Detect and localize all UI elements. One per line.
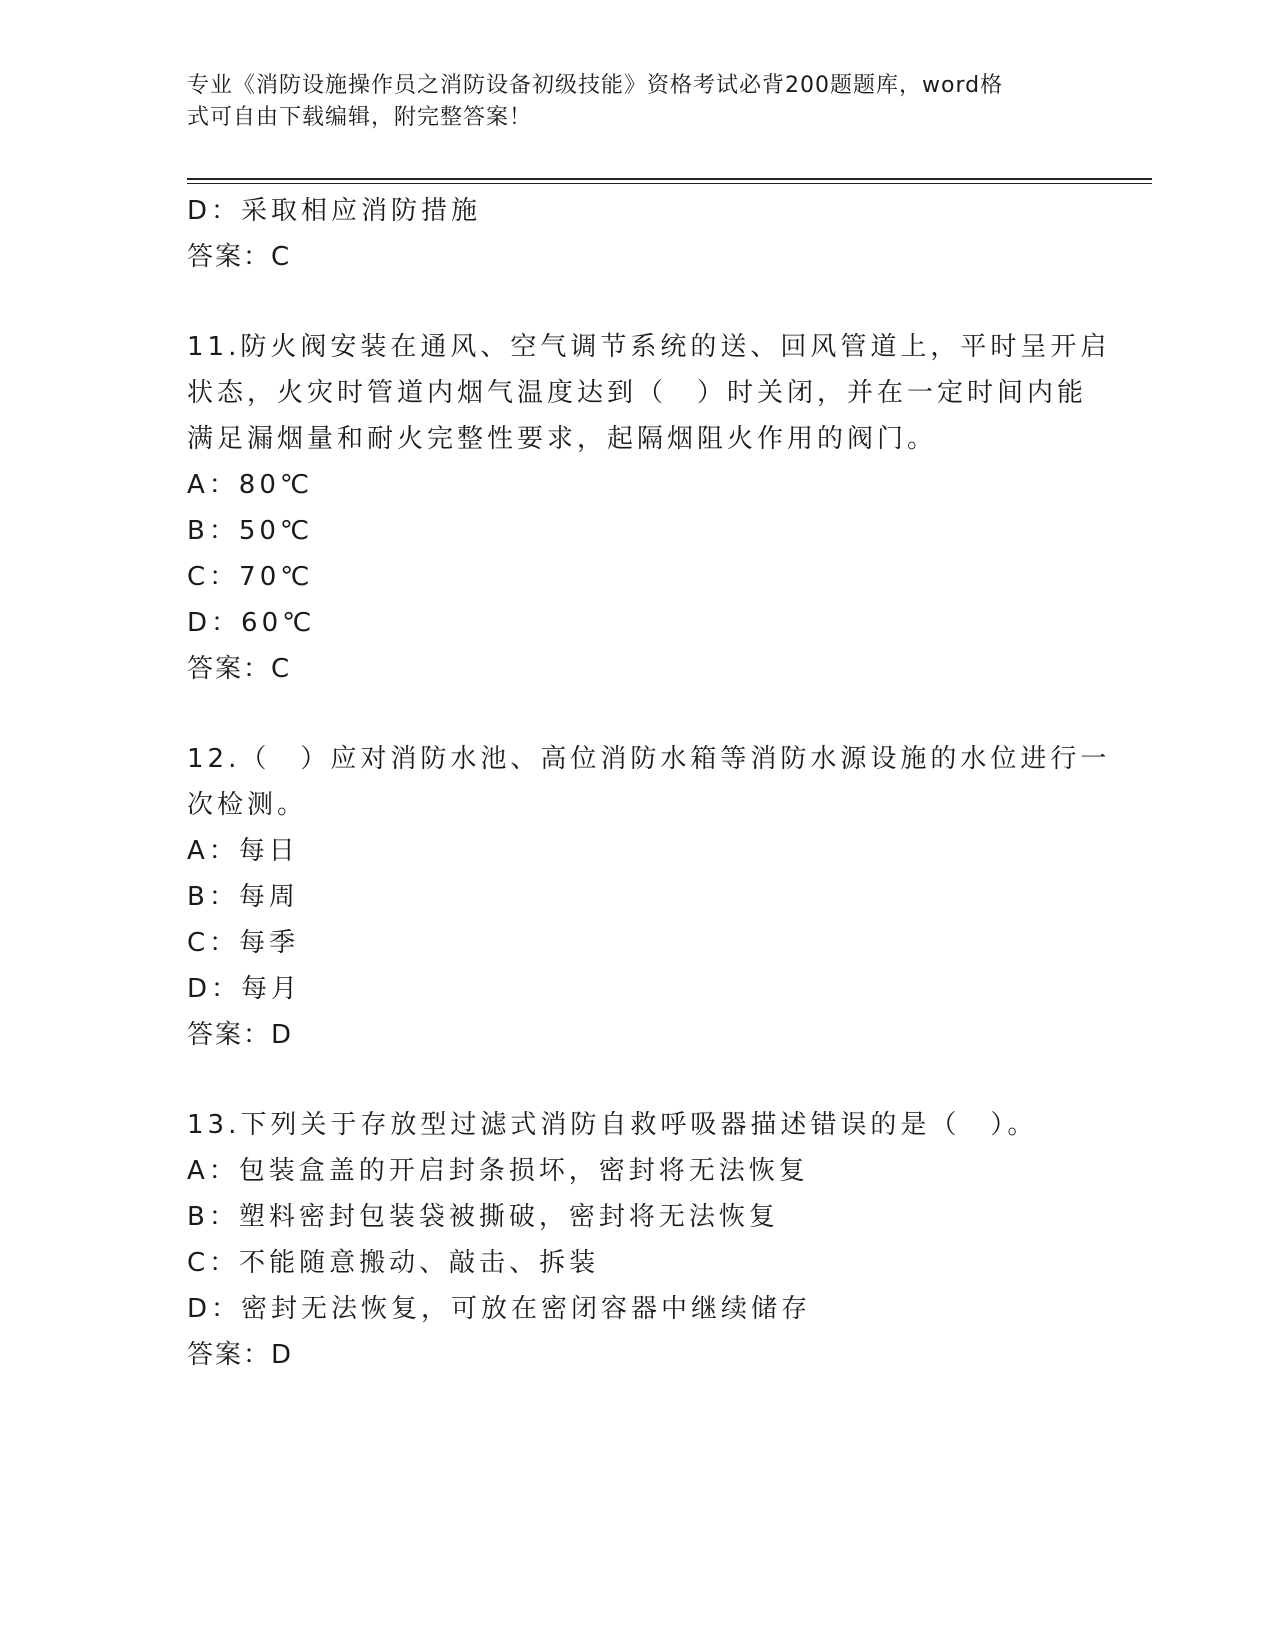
option-b: B：每周: [187, 882, 299, 912]
option-d: D：采取相应消防措施: [187, 196, 482, 226]
question-stem-line: 满足漏烟量和耐火完整性要求，起隔烟阻火作用的阀门。: [187, 424, 938, 454]
option-a: A：包装盒盖的开启封条损坏，密封将无法恢复: [187, 1156, 809, 1186]
answer-line: 答案：C: [187, 242, 292, 272]
question-13: [187, 1102, 1087, 1148]
option-c: C：不能随意搬动、敲击、拆装: [187, 1248, 600, 1278]
question-stem-line: 11.防火阀安装在通风、空气调节系统的送、回风管道上，平时呈开启: [187, 332, 1111, 362]
option-b: B：塑料密封包装袋被撕破，密封将无法恢复: [187, 1202, 779, 1232]
page-header: [187, 70, 1067, 134]
question-stem-line: 13.下列关于存放型过滤式消防自救呼吸器描述错误的是（ ）。: [187, 1110, 1038, 1140]
option-d: D：密封无法恢复，可放在密闭容器中继续储存: [187, 1294, 812, 1324]
question-stem-line: 状态，火灾时管道内烟气温度达到（ ）时关闭，并在一定时间内能: [187, 378, 1088, 408]
option-d: D：60℃: [187, 608, 316, 638]
question-stem-line: 次检测。: [187, 790, 308, 820]
question-content: [187, 188, 1111, 1378]
answer-line: 答案：D: [187, 1020, 294, 1050]
answer-line: 答案：C: [187, 654, 292, 684]
option-a: A：80℃: [187, 470, 314, 500]
option-d: D：每月: [187, 974, 302, 1004]
answer-line: 答案：D: [187, 1340, 294, 1370]
option-c: C：70℃: [187, 562, 314, 592]
header-divider-thick: [187, 178, 1152, 180]
option-a: A：每日: [187, 836, 299, 866]
header-divider-thin: [187, 183, 1152, 184]
header-line-2: 式可自由下载编辑，附完整答案！: [187, 105, 533, 130]
option-c: C：每季: [187, 928, 300, 958]
question-11: [187, 324, 1111, 462]
question-stem-line: 12.（ ）应对消防水池、高位消防水箱等消防水源设施的水位进行一: [187, 744, 1111, 774]
header-line-1: 专业《消防设施操作员之消防设备初级技能》资格考试必背200题题库，word格: [187, 73, 1004, 98]
option-b: B：50℃: [187, 516, 314, 546]
question-12: [187, 736, 1111, 828]
